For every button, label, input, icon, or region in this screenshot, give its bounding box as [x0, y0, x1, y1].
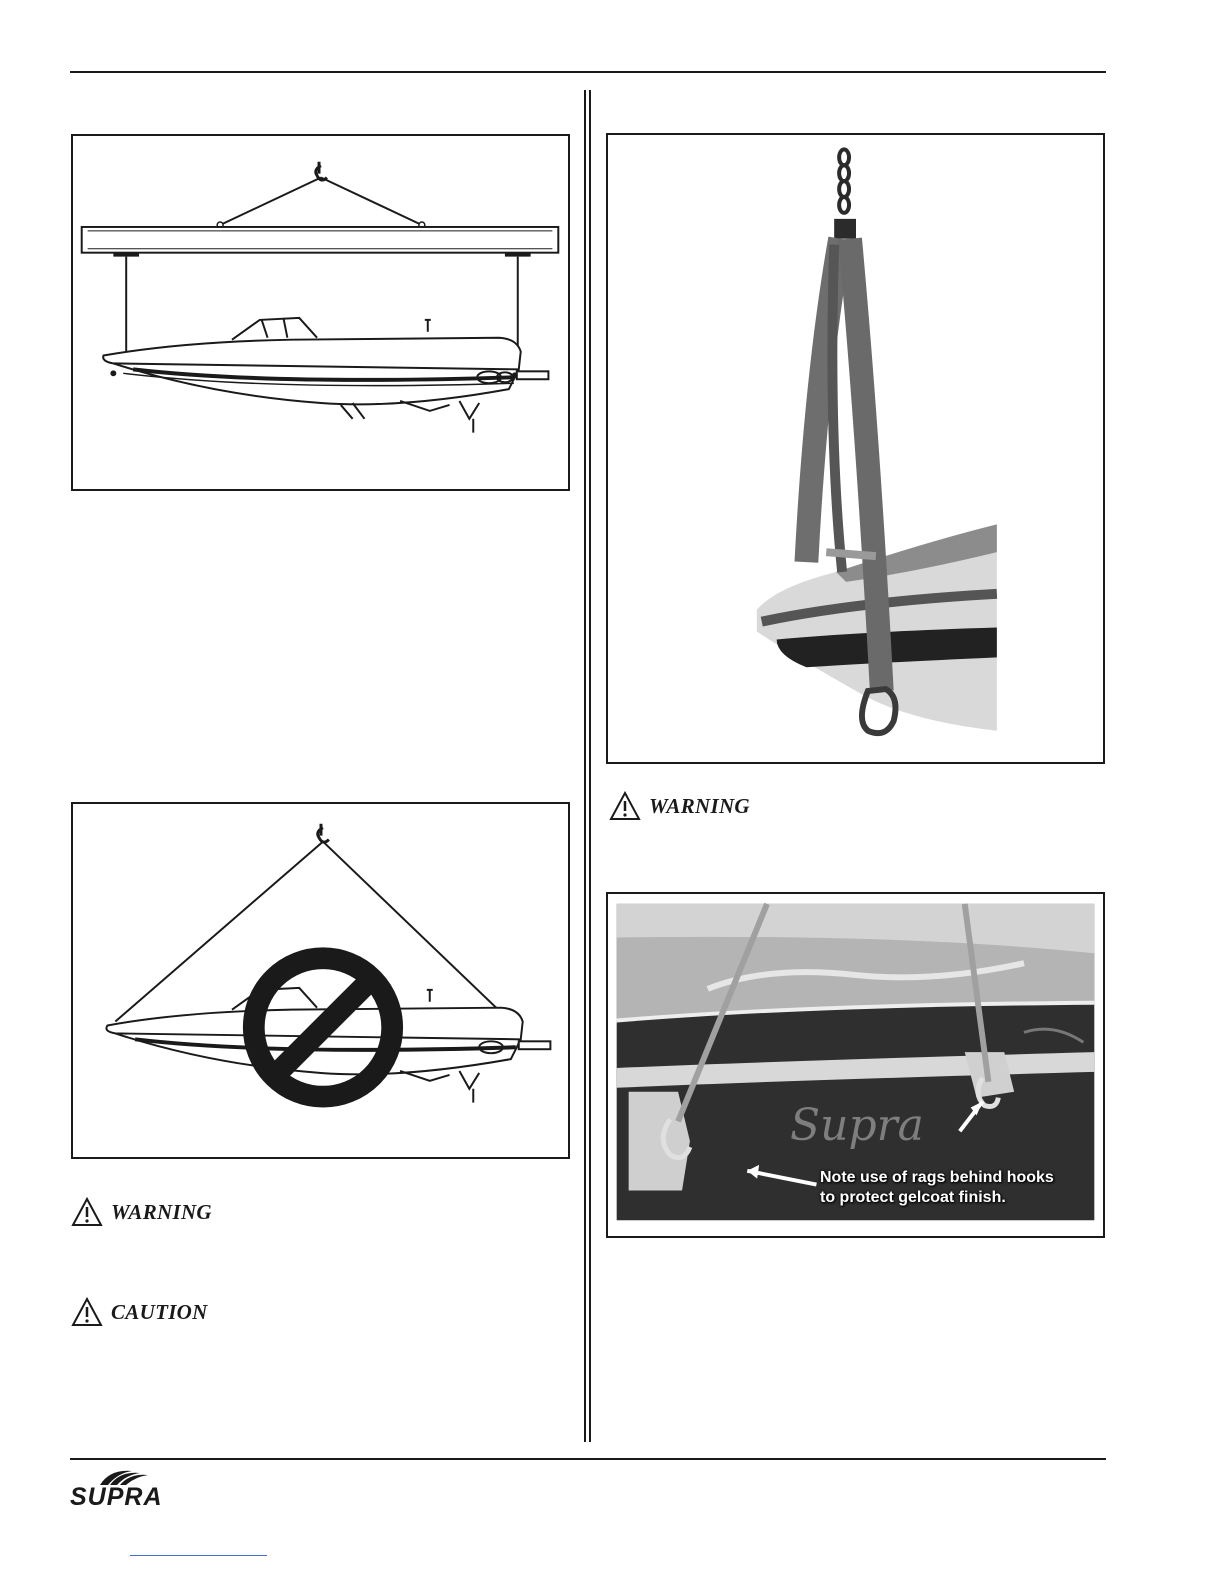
hull-script-logo: Supra — [790, 1100, 924, 1151]
footer-rule — [70, 1458, 1106, 1460]
warning-triangle-icon — [71, 1297, 103, 1327]
warning-triangle-icon — [71, 1197, 103, 1227]
figure-spreader-bar — [71, 134, 570, 491]
photo-stern-hooks — [606, 892, 1105, 1238]
photo-note-line-1: Note use of rags behind hooks — [820, 1169, 1054, 1186]
left-caution-heading — [71, 1297, 208, 1327]
column-divider-inner — [589, 90, 591, 1442]
warning-triangle-icon — [609, 791, 641, 821]
left-warning-heading — [71, 1197, 212, 1227]
photo-note — [820, 1168, 1054, 1208]
header-rule — [70, 71, 1106, 73]
column-divider — [584, 90, 586, 1442]
footer-link-underline[interactable] — [130, 1555, 267, 1556]
figure-improper-lift — [71, 802, 570, 1159]
photo-note-line-2: to protect gelcoat finish. — [820, 1189, 1006, 1206]
left-caution-label: CAUTION — [111, 1299, 208, 1324]
bow-eye-sling-photo — [608, 135, 1103, 762]
boat-improper-sling-prohibited-illustration — [73, 804, 568, 1157]
left-warning-label: WARNING — [111, 1199, 212, 1224]
right-warning-heading — [609, 791, 750, 821]
boat-spreader-bar-lift-illustration — [73, 136, 568, 489]
right-warning-label: WARNING — [649, 793, 750, 818]
supra-logo-text: SUPRA — [70, 1483, 163, 1511]
supra-logo — [70, 1467, 190, 1511]
photo-bow-sling — [606, 133, 1105, 764]
